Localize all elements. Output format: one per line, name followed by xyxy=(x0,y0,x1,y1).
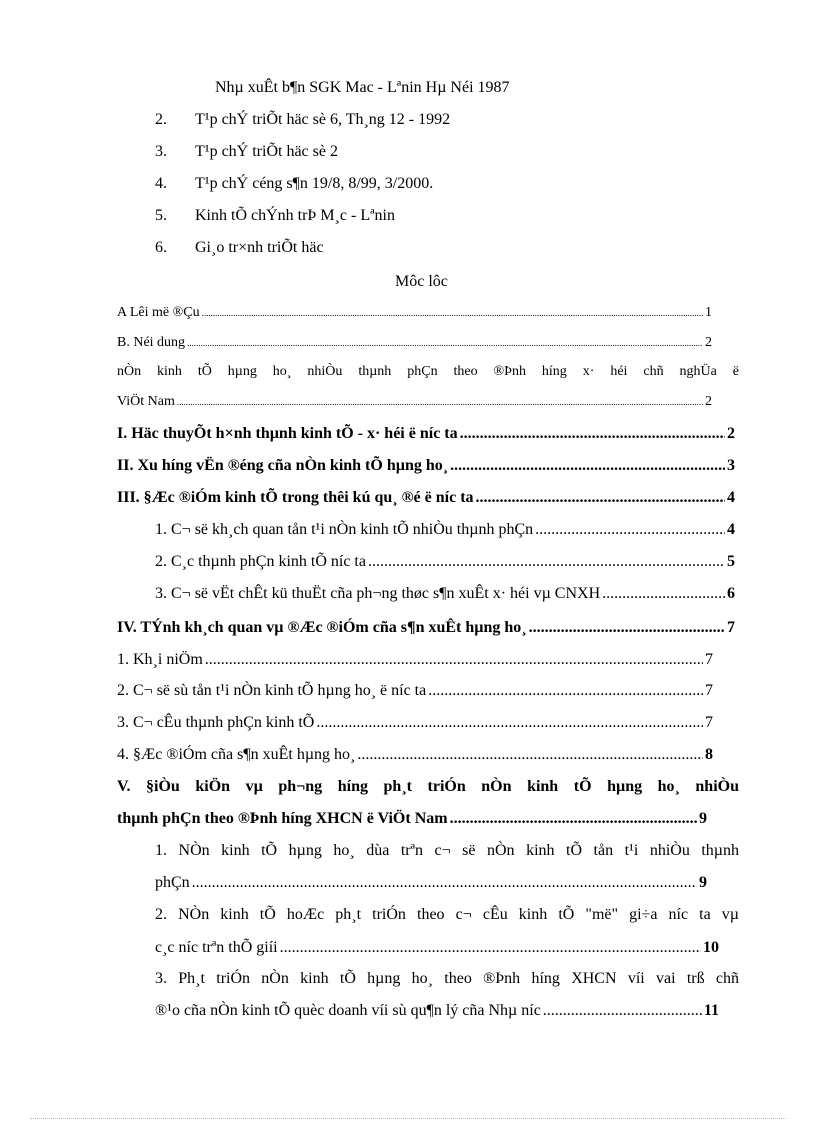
toc-entry xyxy=(117,488,739,508)
toc-leader xyxy=(450,809,697,829)
toc-page-number: 11 xyxy=(703,1002,719,1019)
toc-entry xyxy=(155,520,739,540)
toc-entry-text: III. §Æc ®iÓm kinh tÕ trong thêi kú qu¸ ®é ë níc ta xyxy=(117,489,474,506)
reference-item xyxy=(155,110,450,130)
toc-entry-text: ®¹o cña nÒn kinh tÕ quèc doanh víi sù qu¶n lý cña Nhµ níc xyxy=(155,1002,541,1019)
toc-page-number: 10 xyxy=(703,939,719,956)
toc-page-number: 8 xyxy=(705,746,713,763)
toc-leader xyxy=(357,745,703,765)
toc-entry xyxy=(117,456,739,476)
toc-entry-text-line1: 1. NÒn kinh tÕ hµng ho¸ dùa trªn c¬ së nÒn kinh tÕ tån t¹i nhiÒu thµnh xyxy=(155,842,739,859)
toc-entry-text-line1: nÒn kinh tÕ hµng ho¸ nhiÒu thµnh phÇn theo ®Þnh híng x· héi chñ nghÜa ë xyxy=(117,364,739,379)
toc-entry xyxy=(155,873,711,893)
toc-leader xyxy=(535,520,725,540)
toc-title: Môc lôc xyxy=(395,273,448,290)
toc-leader xyxy=(192,873,697,893)
toc-entry xyxy=(117,713,717,733)
toc-page-number: 7 xyxy=(705,714,713,731)
toc-leader xyxy=(428,681,703,701)
toc-page-number: 9 xyxy=(699,874,707,891)
reference-item xyxy=(155,238,324,258)
toc-entry-text: 3. C¬ së vËt chÊt kü thuËt cña ph¬ng thøc s¶n xuÊt x· héi vµ CNXH xyxy=(155,585,601,602)
reference-item xyxy=(155,174,433,194)
reference-text: T¹p chÝ triÕt häc sè 6, Th¸ng 12 - 1992 xyxy=(195,111,451,128)
toc-entry-text: c¸c níc trªn thÕ giíi xyxy=(155,939,278,956)
toc-entry xyxy=(117,618,739,638)
reference-text: Kinh tÕ chÝnh trÞ M¸c - Lªnin xyxy=(195,207,395,224)
reference-number: 4. xyxy=(155,175,167,192)
toc-entry-text: 1. C¬ së kh¸ch quan tån t¹i nÒn kinh tÕ nhiÒu thµnh phÇn xyxy=(155,521,534,538)
toc-entry-text: II. Xu híng vËn ®éng cña nÒn kinh tÕ hµng ho¸ xyxy=(117,457,449,474)
toc-entry-text-line1: 2. NÒn kinh tÕ hoÆc ph¸t triÓn theo c¬ cÊu kinh tÕ "më" gi÷a níc ta vµ xyxy=(155,906,739,923)
toc-entry-text: 4. §Æc ®iÓm cña s¶n xuÊt hµng ho¸ xyxy=(117,746,356,763)
toc-entry xyxy=(117,650,717,670)
toc-entry xyxy=(155,552,739,572)
toc-page-number: 7 xyxy=(705,682,713,699)
toc-entry-text: IV. TÝnh kh¸ch quan vµ ®Æc ®iÓm cña s¶n xuÊt hµng ho¸ xyxy=(117,619,527,636)
toc-entry-text: A Lêi më ®Çu xyxy=(117,305,200,320)
toc-leader xyxy=(450,456,725,476)
toc-entry-text: phÇn xyxy=(155,874,190,891)
toc-leader xyxy=(202,303,703,323)
toc-entry-text: B. Néi dung xyxy=(117,335,186,350)
toc-page-number: 7 xyxy=(705,651,713,668)
toc-page-number: 2 xyxy=(727,425,735,442)
toc-leader xyxy=(476,488,725,508)
toc-page-number: 3 xyxy=(727,457,735,474)
toc-entry xyxy=(155,1001,719,1021)
toc-page-number: 4 xyxy=(727,521,735,538)
reference-item xyxy=(155,142,338,162)
toc-entry xyxy=(117,745,717,765)
toc-entry-text: 2. C¸c thµnh phÇn kinh tÕ níc ta xyxy=(155,553,366,570)
toc-page-number: 6 xyxy=(727,585,735,602)
toc-page-number: 5 xyxy=(727,553,735,570)
toc-page-number: 2 xyxy=(705,394,712,409)
toc-entry xyxy=(117,333,717,353)
toc-page-number: 9 xyxy=(699,810,707,827)
toc-entry-text: I. Häc thuyÕt h×nh thµnh kinh tÕ - x· héi ë níc ta xyxy=(117,425,458,442)
toc-entry-text: thµnh phÇn theo ®Þnh híng XHCN ë ViÖt Nam xyxy=(117,810,448,827)
toc-entry xyxy=(117,681,717,701)
toc-entry-text: 3. C¬ cÊu thµnh phÇn kinh tÕ xyxy=(117,714,315,731)
toc-entry xyxy=(155,938,719,958)
reference-number: 5. xyxy=(155,207,167,224)
reference-number: 3. xyxy=(155,143,167,160)
toc-leader xyxy=(280,938,701,958)
toc-entry-text: 1. Kh¸i niÖm xyxy=(117,651,203,668)
toc-leader xyxy=(316,713,703,733)
reference-number: 6. xyxy=(155,239,167,256)
reference-number: 2. xyxy=(155,111,167,128)
page-bottom-rule xyxy=(30,1118,786,1119)
toc-leader xyxy=(529,618,725,638)
toc-entry xyxy=(117,424,739,444)
toc-entry-text: ViÖt Nam xyxy=(117,394,175,409)
toc-leader xyxy=(602,584,725,604)
toc-leader xyxy=(368,552,725,572)
toc-leader xyxy=(187,333,703,353)
reference-first-line: Nhµ xuÊt b¶n SGK Mac - Lªnin Hµ Néi 1987 xyxy=(215,79,510,96)
toc-page-number: 7 xyxy=(727,619,735,636)
reference-text: T¹p chÝ céng s¶n 19/8, 8/99, 3/2000. xyxy=(195,175,434,192)
toc-leader xyxy=(177,392,703,412)
toc-entry xyxy=(117,303,717,323)
toc-entry xyxy=(117,809,711,829)
toc-leader xyxy=(205,650,703,670)
toc-entry-text: 2. C¬ së sù tån t¹i nÒn kinh tÕ hµng ho¸ ë níc ta xyxy=(117,682,427,699)
toc-leader xyxy=(460,424,725,444)
toc-page-number: 2 xyxy=(705,335,712,350)
toc-entry xyxy=(117,392,717,412)
toc-page-number: 1 xyxy=(705,305,712,320)
toc-entry xyxy=(155,584,739,604)
reference-text: Gi¸o tr×nh triÕt häc xyxy=(195,239,324,256)
reference-text: T¹p chÝ triÕt häc sè 2 xyxy=(195,143,338,160)
reference-item xyxy=(155,206,395,226)
toc-entry-text-line1: 3. Ph¸t triÓn nÒn kinh tÕ hµng ho¸ theo ®Þnh híng XHCN víi vai trß chñ xyxy=(155,970,739,987)
toc-entry-text-line1: V. §iÒu kiÖn vµ ph¬ng híng ph¸t triÓn nÒn kinh tÕ hµng ho¸ nhiÒu xyxy=(117,778,739,795)
toc-page-number: 4 xyxy=(727,489,735,506)
toc-leader xyxy=(543,1001,702,1021)
